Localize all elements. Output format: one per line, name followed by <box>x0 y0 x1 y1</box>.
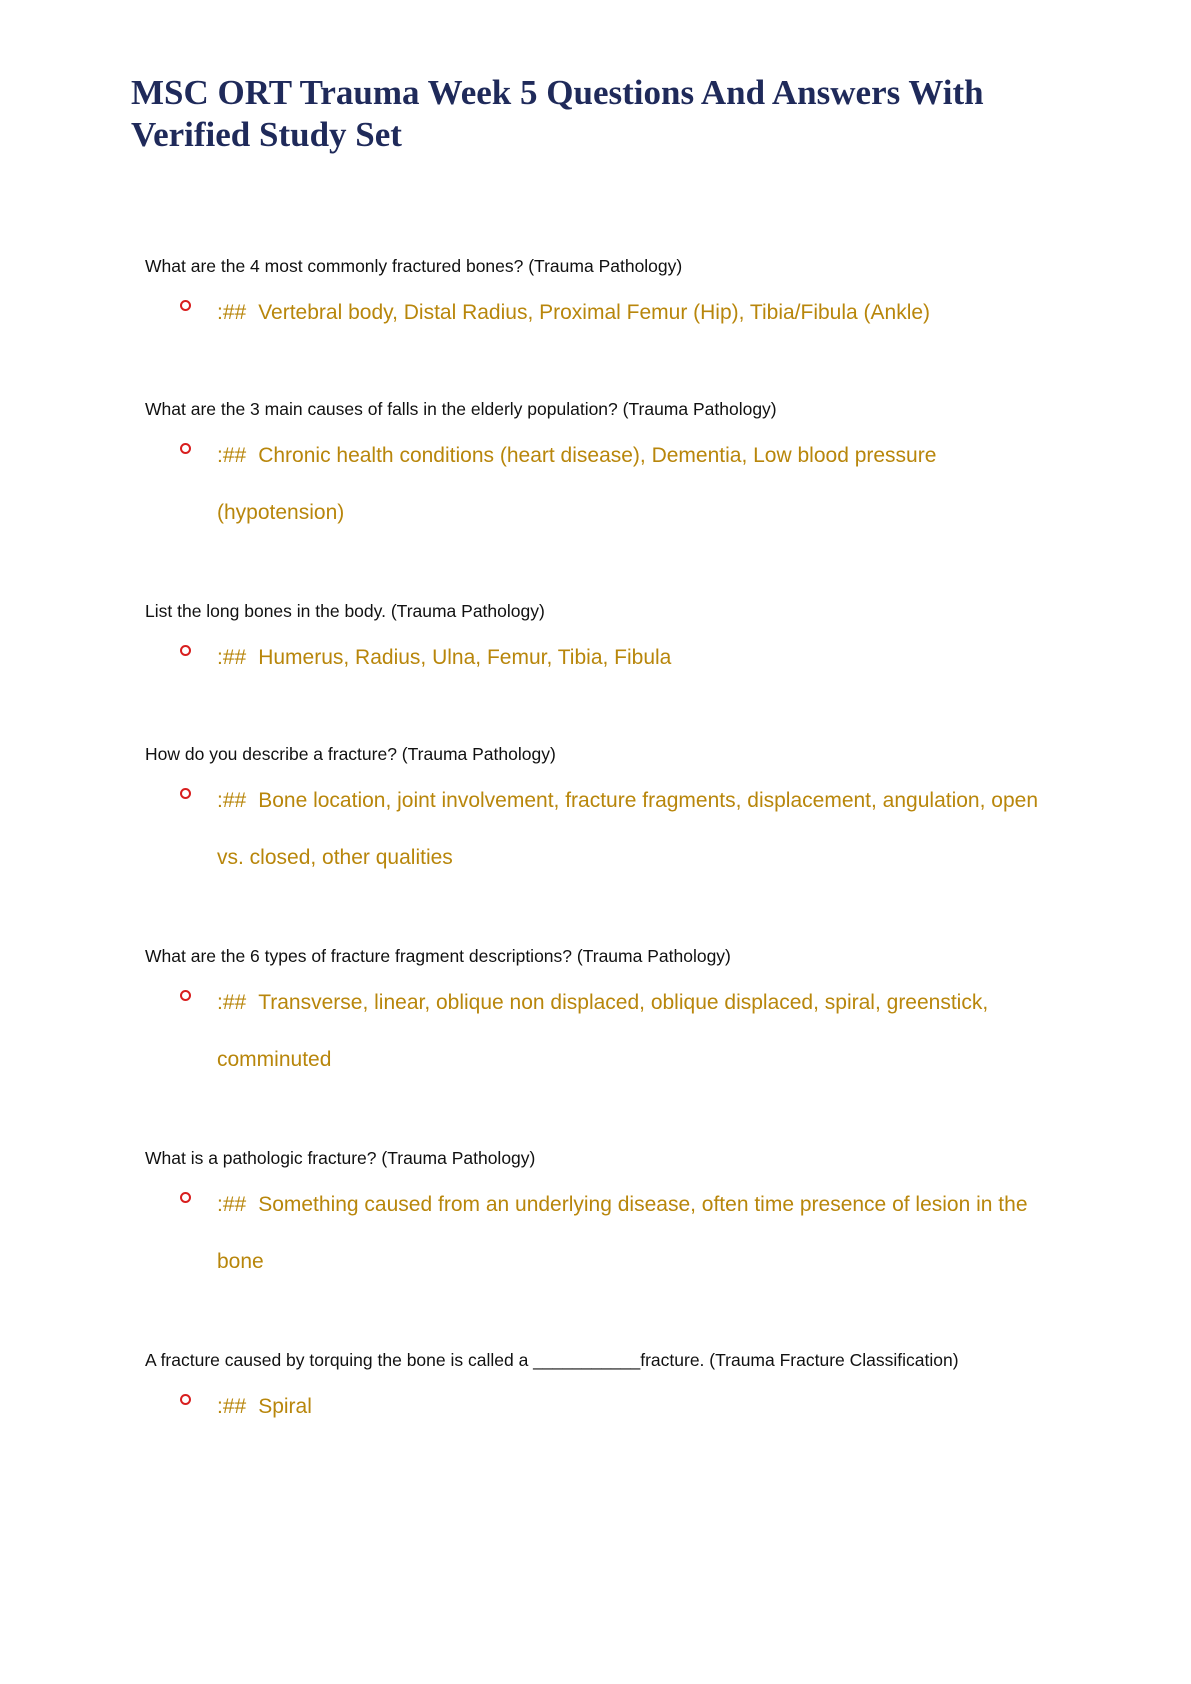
answer-text <box>217 1176 1065 1290</box>
question-text: What are the 6 types of fracture fragment descriptions? (Trauma Pathology) <box>145 946 731 966</box>
answer-row <box>145 772 1065 886</box>
answer-row <box>145 427 1065 541</box>
page-title: MSC ORT Trauma Week 5 Questions And Answers With Verified Study Set <box>131 73 984 154</box>
bullet-icon <box>180 990 191 1001</box>
question-text: List the long bones in the body. (Trauma Pathology) <box>145 601 545 621</box>
qa-item-6 <box>145 1146 1065 1290</box>
answer-row <box>145 629 1065 686</box>
answer-text <box>217 284 1065 341</box>
question-text: A fracture caused by torquing the bone is called a ___________fracture. (Trauma Fracture Classification) <box>145 1350 959 1370</box>
bullet-icon <box>180 443 191 454</box>
answer-row <box>145 974 1065 1088</box>
answer-text <box>217 1378 1065 1435</box>
answer-content: Spiral <box>258 1395 312 1418</box>
answer-marker: :## <box>217 1193 247 1216</box>
answer-text <box>217 974 1065 1088</box>
answer-marker: :## <box>217 646 247 669</box>
bullet-icon <box>180 300 191 311</box>
qa-item-3 <box>145 599 1065 686</box>
answer-content: Bone location, joint involvement, fracture fragments, displacement, angulation, open vs. closed, other qualities <box>217 789 1038 869</box>
answer-marker: :## <box>217 444 247 467</box>
answer-content: Chronic health conditions (heart disease), Dementia, Low blood pressure (hypotension) <box>217 444 937 524</box>
answer-marker: :## <box>217 991 247 1014</box>
bullet-icon <box>180 1394 191 1405</box>
bullet-icon <box>180 788 191 799</box>
answer-content: Humerus, Radius, Ulna, Femur, Tibia, Fibula <box>258 646 672 669</box>
answer-row <box>145 284 1065 341</box>
answer-content: Vertebral body, Distal Radius, Proximal Femur (Hip), Tibia/Fibula (Ankle) <box>258 301 931 324</box>
qa-item-2 <box>145 397 1065 541</box>
qa-item-1 <box>145 254 1065 341</box>
bullet-icon <box>180 1192 191 1203</box>
answer-row <box>145 1378 1065 1435</box>
question-text: What is a pathologic fracture? (Trauma Pathology) <box>145 1148 536 1168</box>
qa-item-4 <box>145 742 1065 886</box>
answer-content: Something caused from an underlying disease, often time presence of lesion in the bone <box>217 1193 1028 1273</box>
question-text: What are the 4 most commonly fractured bones? (Trauma Pathology) <box>145 256 683 276</box>
answer-content: Transverse, linear, oblique non displaced, oblique displaced, spiral, greenstick, comminuted <box>217 991 989 1071</box>
qa-item-7 <box>145 1348 1065 1435</box>
answer-marker: :## <box>217 789 247 812</box>
answer-marker: :## <box>217 1395 247 1418</box>
question-text: How do you describe a fracture? (Trauma Pathology) <box>145 744 556 764</box>
answer-row <box>145 1176 1065 1290</box>
answer-text <box>217 427 1065 541</box>
answer-marker: :## <box>217 301 247 324</box>
question-text: What are the 3 main causes of falls in the elderly population? (Trauma Pathology) <box>145 399 777 419</box>
answer-text <box>217 772 1065 886</box>
qa-item-5 <box>145 944 1065 1088</box>
bullet-icon <box>180 645 191 656</box>
answer-text <box>217 629 1065 686</box>
